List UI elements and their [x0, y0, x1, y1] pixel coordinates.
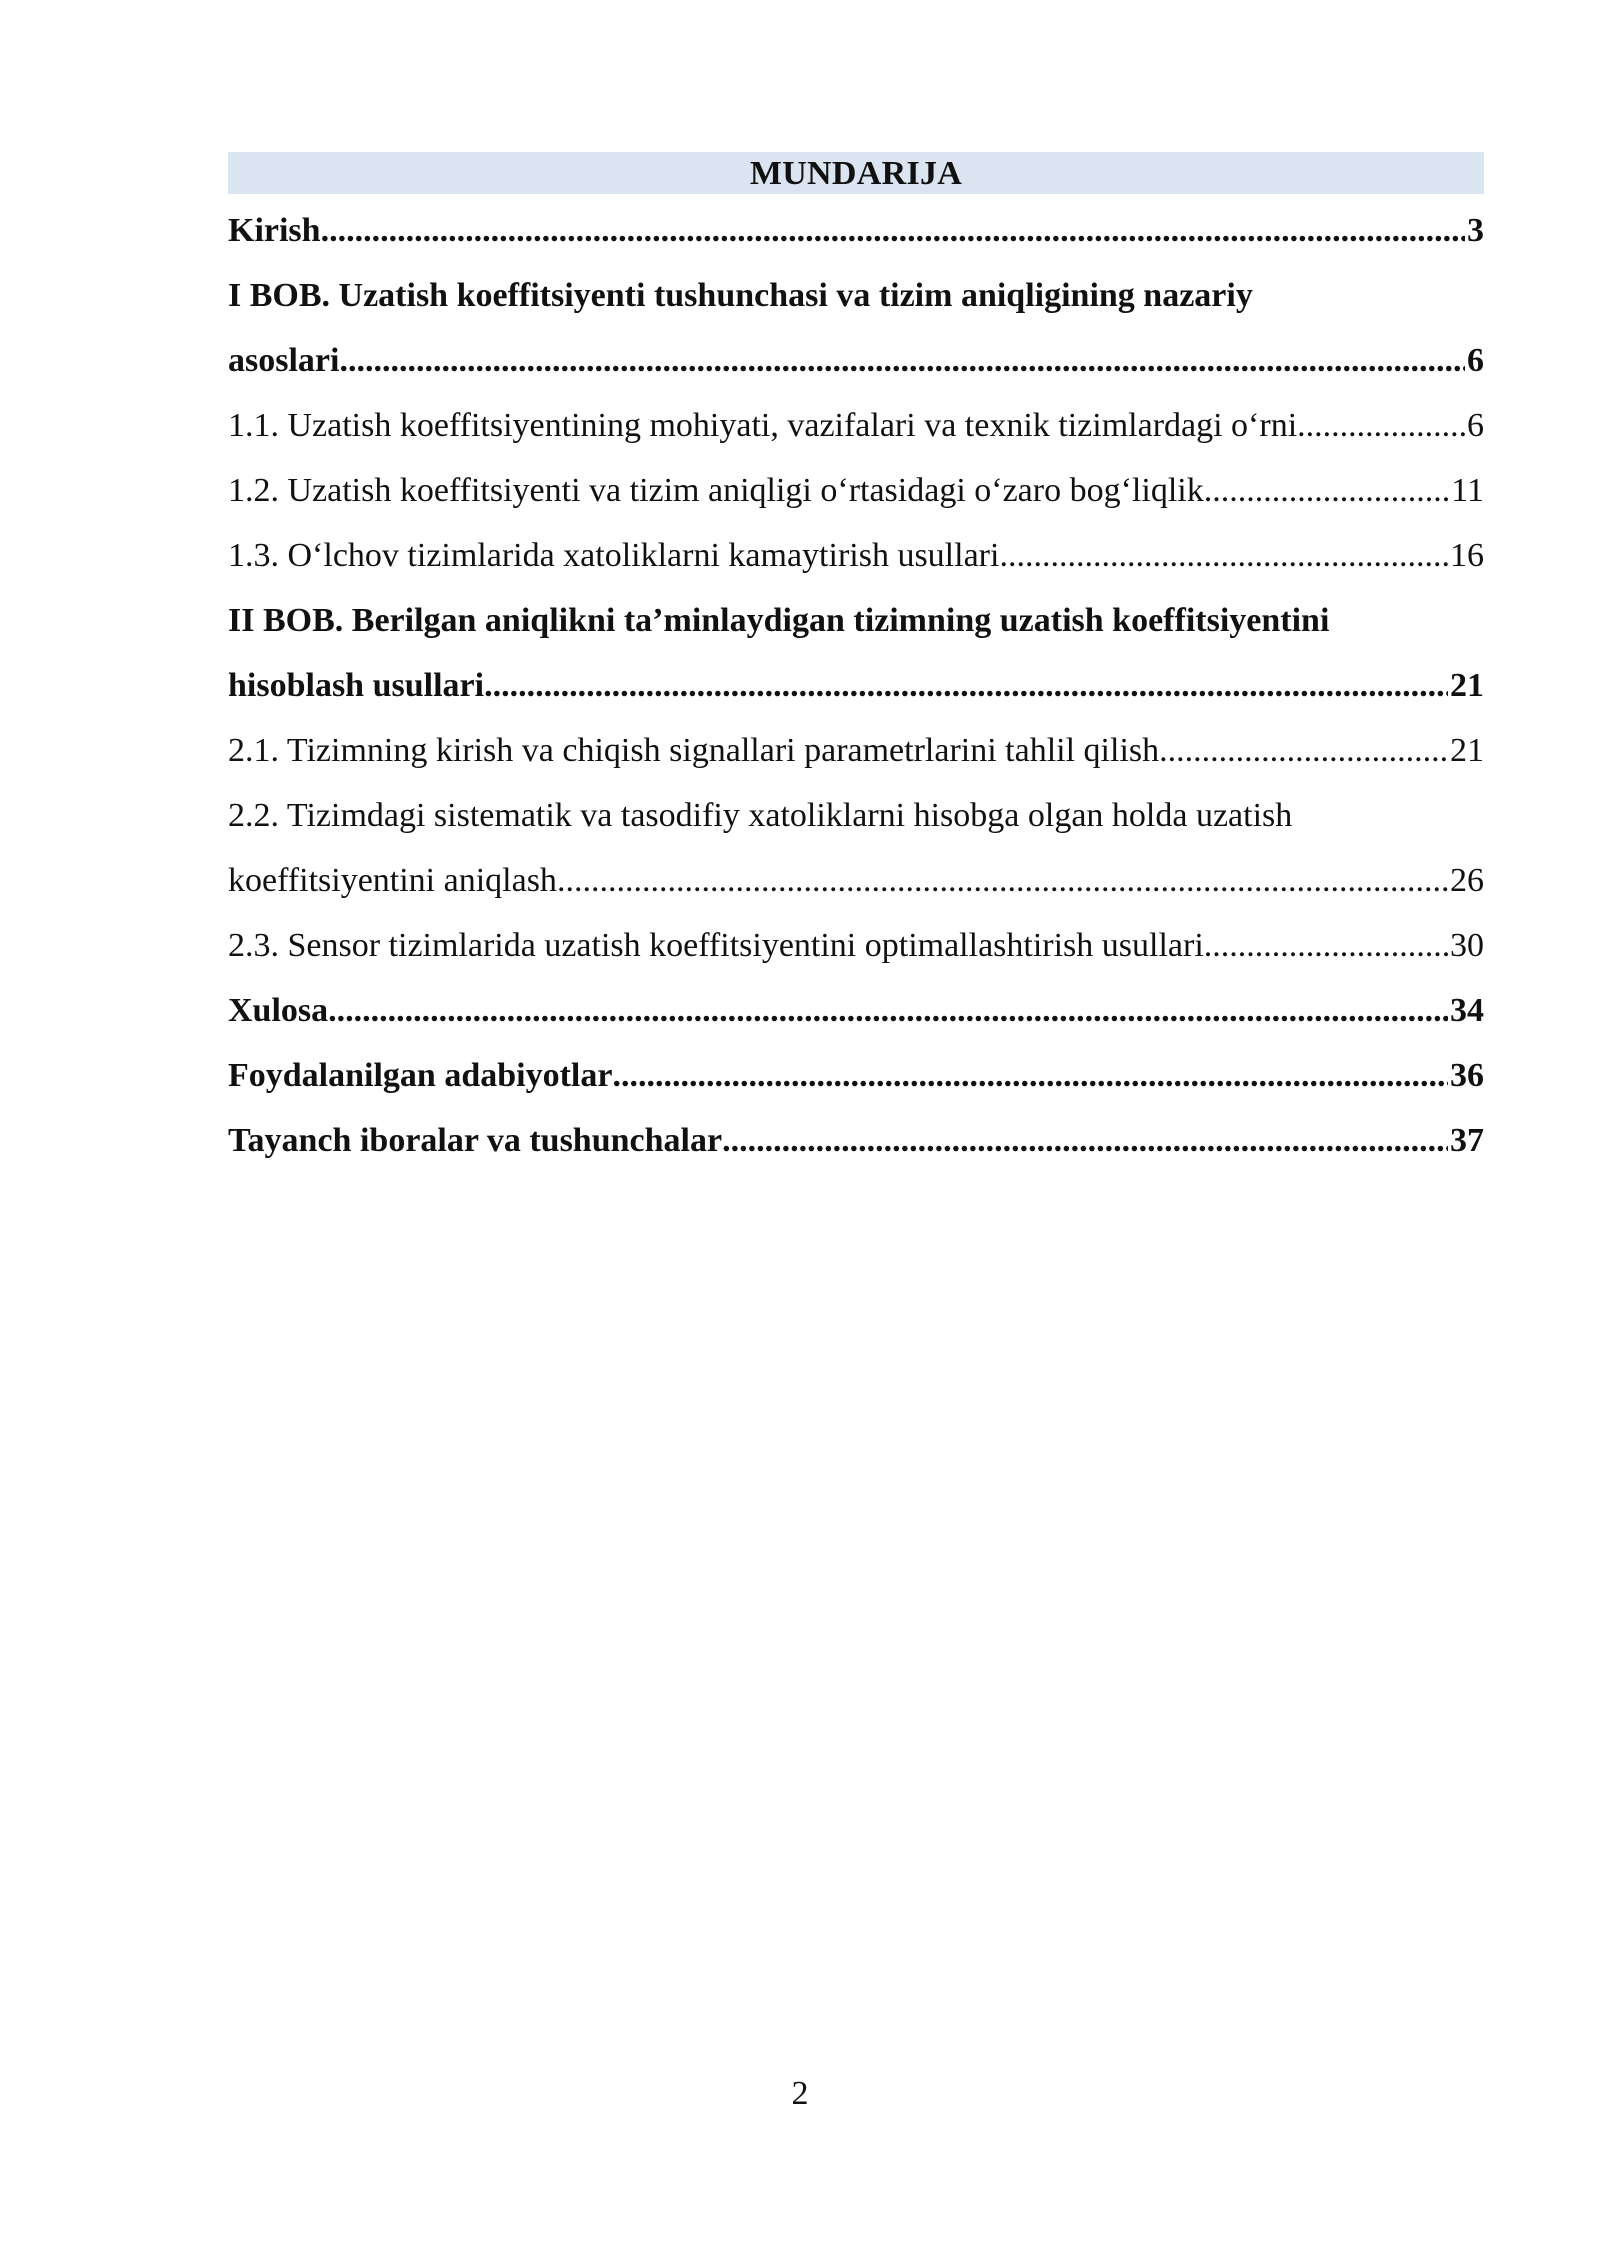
toc-entry-xulosa[interactable] [228, 978, 1484, 1043]
toc-entry-text: 2.3. Sensor tizimlarida uzatish koeffitsiyentini optimallashtirish usullari [228, 927, 1204, 964]
toc-entry-kirish[interactable] [228, 198, 1484, 263]
toc-entry-text: Foydalanilgan adabiyotlar [228, 1057, 613, 1094]
dot-leader [321, 198, 1465, 263]
dot-leader [1204, 458, 1450, 523]
toc-page-number: 3 [1467, 212, 1484, 249]
dot-leader [1159, 718, 1448, 783]
toc-page-number: 21 [1450, 732, 1484, 769]
page-number: 2 [791, 2075, 809, 2112]
dot-leader [1204, 913, 1448, 978]
toc-entry-text: I BOB. Uzatish koeffitsiyenti tushunchasi va tizim aniqligining nazariy [228, 277, 1253, 314]
toc-entry-chapter-1[interactable] [228, 263, 1484, 393]
toc-entry-text: 1.3. O‘lchov tizimlarida xatoliklarni kamaytirish usullari [228, 537, 1000, 574]
toc-entry-text: Tayanch iboralar va tushunchalar [228, 1122, 723, 1159]
table-of-contents [228, 152, 1484, 1173]
toc-page-number: 6 [1467, 407, 1484, 444]
toc-page-number: 16 [1450, 537, 1484, 574]
toc-entry-chapter-2[interactable] [228, 588, 1484, 718]
toc-page-number: 26 [1450, 862, 1484, 899]
dot-leader [1297, 393, 1465, 458]
toc-entry-text: 2.1. Tizimning kirish va chiqish signallari parametrlarini tahlil qilish [228, 732, 1160, 769]
toc-page-number: 36 [1450, 1057, 1484, 1094]
dot-leader [557, 848, 1448, 913]
dot-leader [339, 328, 1465, 393]
toc-entry-text: Xulosa [228, 992, 329, 1029]
toc-entry-text: 1.2. Uzatish koeffitsiyenti va tizim aniqligi o‘rtasidagi o‘zaro bog‘liqlik [228, 472, 1204, 509]
dot-leader [722, 1108, 1448, 1173]
dot-leader [612, 1043, 1448, 1108]
toc-entry-text: II BOB. Berilgan aniqlikni ta’minlaydigan tizimning uzatish koeffitsiyentini [228, 602, 1330, 639]
toc-entry-section-1-3[interactable] [228, 523, 1484, 588]
toc-page-number: 6 [1467, 342, 1484, 379]
dot-leader [484, 653, 1448, 718]
toc-entry-references[interactable] [228, 1043, 1484, 1108]
toc-entry-text: 1.1. Uzatish koeffitsiyentining mohiyati, vazifalari va texnik tizimlardagi o‘rni [228, 407, 1298, 444]
toc-entry-section-1-2[interactable] [228, 458, 1484, 523]
toc-entry-text: 2.2. Tizimdagi sistematik va tasodifiy xatoliklarni hisobga olgan holda uzatish [228, 797, 1293, 834]
toc-entry-section-2-1[interactable] [228, 718, 1484, 783]
toc-entry-text-continued: hisoblash usullari [228, 667, 485, 704]
toc-page-number: 30 [1450, 927, 1484, 964]
dot-leader [328, 978, 1448, 1043]
toc-page-number: 34 [1450, 992, 1484, 1029]
toc-entry-text: Kirish [228, 212, 321, 249]
toc-entry-text-continued: koeffitsiyentini aniqlash [228, 862, 557, 899]
toc-title: MUNDARIJA [228, 152, 1484, 194]
toc-entry-section-2-2[interactable] [228, 783, 1484, 913]
toc-entry-glossary[interactable] [228, 1108, 1484, 1173]
toc-page-number: 21 [1450, 667, 1484, 704]
dot-leader [999, 523, 1448, 588]
toc-entry-section-1-1[interactable] [228, 393, 1484, 458]
toc-entry-section-2-3[interactable] [228, 913, 1484, 978]
toc-page-number: 37 [1450, 1122, 1484, 1159]
toc-entry-text-continued: asoslari [228, 342, 340, 379]
toc-page-number: 11 [1451, 472, 1484, 509]
